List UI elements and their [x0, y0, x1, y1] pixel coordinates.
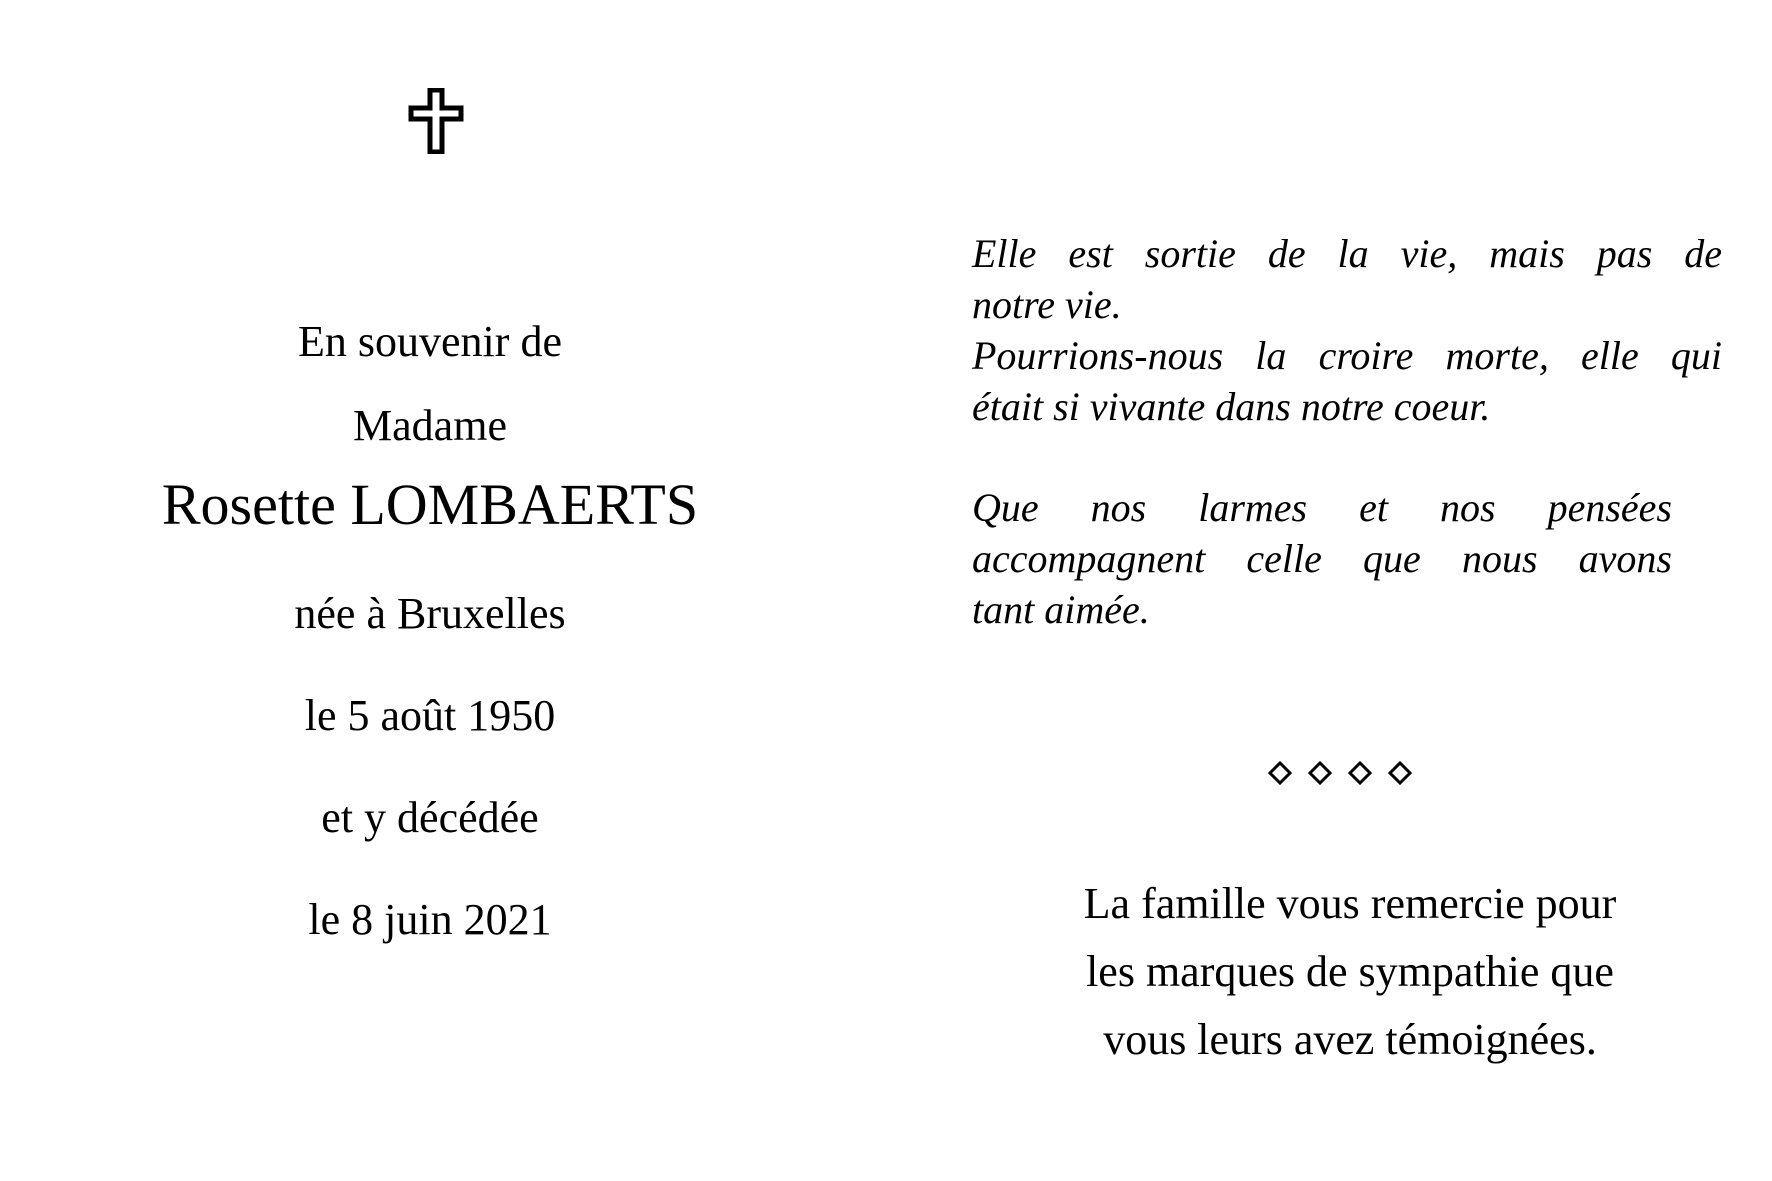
title-text: Madame: [353, 401, 507, 450]
thanks-line: La famille vous remercie pour: [1083, 879, 1617, 928]
death-date: le 8 juin 2021: [308, 895, 552, 944]
verse-stanza-1: [972, 228, 1722, 432]
separator-ornament: [1260, 758, 1420, 788]
verse-line: Que nos larmes et nos pensées: [972, 485, 1672, 530]
verse-line: Elle est sortie de la vie, mais pas de: [972, 231, 1722, 276]
death-place: et y décédée: [321, 793, 539, 842]
intro-text: En souvenir de: [298, 317, 562, 366]
verse-stanza-2: [972, 482, 1672, 635]
verse-line: tant aimée.: [972, 587, 1150, 632]
thanks-line: les marques de sympathie que: [1086, 947, 1614, 996]
diamond-icon: [1270, 763, 1290, 783]
cross-icon: [408, 88, 464, 154]
verse-line: accompagnent celle que nous avons: [972, 536, 1672, 581]
diamond-icon: [1310, 763, 1330, 783]
verse-line: notre vie.: [972, 282, 1122, 327]
verse-line: Pourrions-nous la croire morte, elle qui: [972, 333, 1722, 378]
deceased-name: Rosette LOMBAERTS: [161, 472, 699, 537]
birth-date: le 5 août 1950: [304, 691, 556, 740]
thanks-line: vous leurs avez témoignées.: [1103, 1015, 1597, 1064]
verse-line: était si vivante dans notre coeur.: [972, 384, 1491, 429]
diamond-icon: [1390, 763, 1410, 783]
birth-place: née à Bruxelles: [294, 589, 566, 638]
diamond-icon: [1350, 763, 1370, 783]
